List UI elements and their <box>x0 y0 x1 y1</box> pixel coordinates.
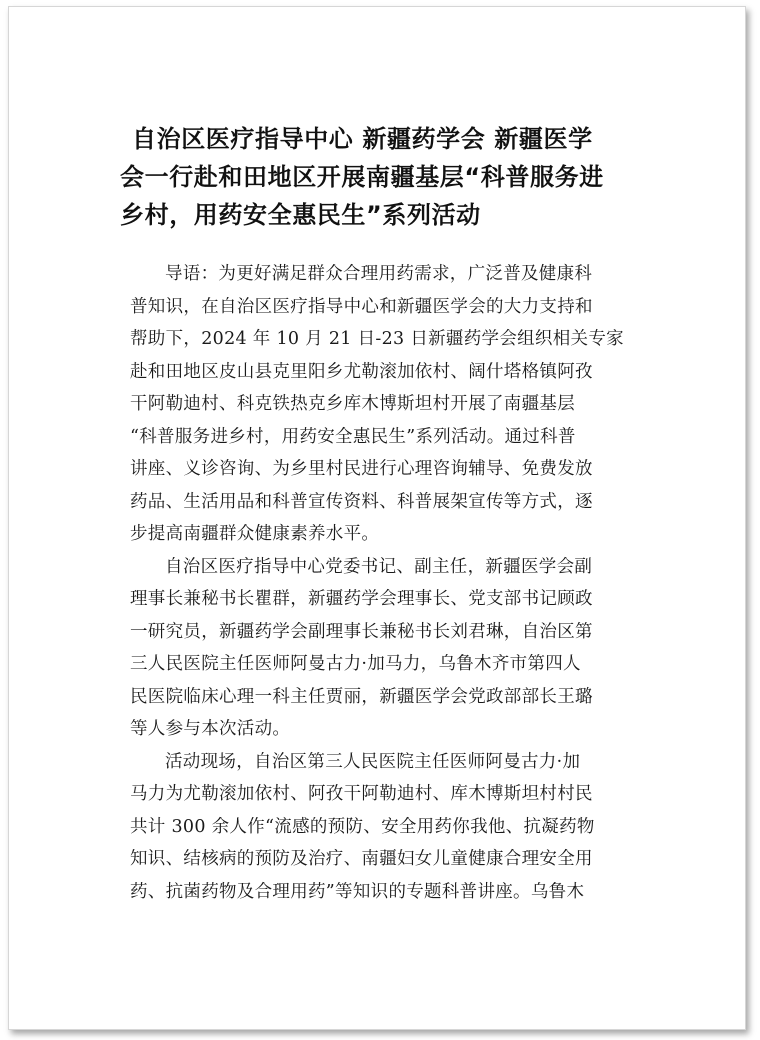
text-line: 三人民医院主任医师阿曼古力·加马力，乌鲁木齐市第四人 <box>130 654 581 674</box>
title-line: 自治区医疗指导中心 新疆药学会 新疆医学 <box>132 125 593 153</box>
text-line: 导语：为更好满足群众合理用药需求，广泛普及健康科 <box>165 264 593 284</box>
text-line: 干阿勒迪村、科克铁热克乡库木博斯坦村开展了南疆基层 <box>130 394 575 414</box>
text-line: 知识、结核病的预防及治疗、南疆妇女儿童健康合理安全用 <box>130 849 593 869</box>
text-line: 共计 300 余人作“流感的预防、安全用药你我他、抗凝药物 <box>130 816 595 837</box>
text-line: 理事长兼秘书长瞿群，新疆药学会理事长、党支部书记顾政 <box>130 589 593 609</box>
text-line: 药品、生活用品和科普宣传资料、科普展架宣传等方式，逐 <box>130 491 593 512</box>
text-line: “科普服务进乡村，用药安全惠民生”系列活动。通过科普 <box>130 426 576 447</box>
text-line: 一研究员，新疆药学会副理事长兼秘书长刘君琳，自治区第 <box>130 621 593 642</box>
article-body <box>130 258 650 908</box>
text-line: 活动现场，自治区第三人民医院主任医师阿曼古力·加 <box>165 751 581 772</box>
title-line: 会一行赴和田地区开展南疆基层“科普服务进 <box>120 163 604 191</box>
text-line: 民医院临床心理一科主任贾丽，新疆医学会党政部部长王璐 <box>130 686 593 707</box>
participants-paragraph <box>130 551 650 746</box>
text-line: 药、抗菌药物及合理用药”等知识的专题科普讲座。乌鲁木 <box>130 881 585 902</box>
text-line: 等人参与本次活动。 <box>130 719 291 739</box>
text-line: 马力为尤勒滚加依村、阿孜干阿勒迪村、库木博斯坦村村民 <box>130 784 593 804</box>
text-line: 讲座、义诊咨询、为乡里村民进行心理咨询辅导、免费发放 <box>130 459 593 479</box>
text-line: 步提高南疆群众健康素养水平。 <box>130 524 380 544</box>
text-line: 帮助下，2024 年 10 月 21 日-23 日新疆药学会组织相关专家 <box>130 329 624 349</box>
intro-paragraph <box>130 258 650 551</box>
page-title <box>120 120 640 234</box>
text-line: 普知识，在自治区医疗指导中心和新疆医学会的大力支持和 <box>130 296 593 317</box>
activity-paragraph <box>130 746 650 909</box>
text-line: 赴和田地区皮山县克里阳乡尤勒滚加依村、阔什塔格镇阿孜 <box>130 361 593 382</box>
title-line: 乡村，用药安全惠民生”系列活动 <box>120 201 481 229</box>
text-line: 自治区医疗指导中心党委书记、副主任，新疆医学会副 <box>165 556 593 577</box>
